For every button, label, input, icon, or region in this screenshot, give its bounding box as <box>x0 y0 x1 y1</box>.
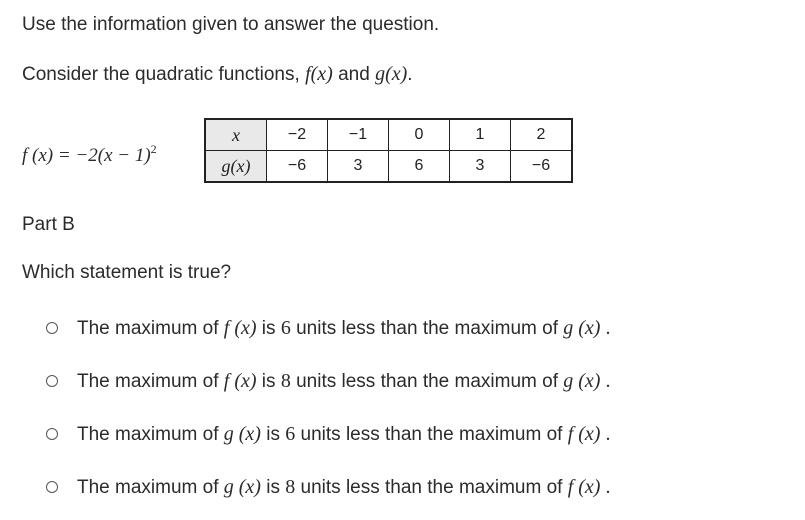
g-value-cell: 3 <box>328 151 389 183</box>
x-value-cell: 2 <box>511 119 573 151</box>
f-label: f(x) <box>305 63 333 85</box>
g-header-cell: g(x) <box>205 151 267 183</box>
consider-text <box>22 63 413 86</box>
f-definition-expression: f (x) = −2(x − 1) <box>22 145 151 166</box>
f-definition-exponent: 2 <box>150 142 157 156</box>
choice-label: The maximum of f (x) is 8 units less than the maximum of g (x) . <box>77 369 611 392</box>
g-value-cell: 3 <box>450 151 511 183</box>
x-row <box>205 119 572 151</box>
instructions-text: Use the information given to answer the question. <box>22 14 440 35</box>
g-value-cell: −6 <box>511 151 573 183</box>
x-value-cell: −2 <box>267 119 328 151</box>
x-header-cell: x <box>205 119 267 151</box>
g-values-table <box>204 118 573 183</box>
part-label: Part B <box>22 214 75 235</box>
question-text: Which statement is true? <box>22 262 232 283</box>
x-value-cell: 1 <box>450 119 511 151</box>
radio-button[interactable] <box>46 481 58 493</box>
radio-button[interactable] <box>46 322 58 334</box>
consider-prefix: Consider the quadratic functions, <box>22 64 306 85</box>
choice-label: The maximum of g (x) is 8 units less than the maximum of f (x) . <box>77 475 611 498</box>
g-row <box>205 151 572 183</box>
answer-choice-4[interactable] <box>46 475 610 499</box>
consider-and: and <box>332 64 376 85</box>
g-value-cell: 6 <box>389 151 450 183</box>
g-label: g(x) <box>375 63 408 85</box>
consider-suffix: . <box>407 64 413 85</box>
radio-button[interactable] <box>46 428 58 440</box>
answer-choice-3[interactable] <box>46 422 610 446</box>
x-value-cell: 0 <box>389 119 450 151</box>
x-value-cell: −1 <box>328 119 389 151</box>
radio-button[interactable] <box>46 375 58 387</box>
g-value-cell: −6 <box>267 151 328 183</box>
choice-label: The maximum of f (x) is 6 units less than the maximum of g (x) . <box>77 316 611 339</box>
choice-label: The maximum of g (x) is 6 units less than the maximum of f (x) . <box>77 422 611 445</box>
answer-choice-2[interactable] <box>46 369 610 393</box>
answer-choice-1[interactable] <box>46 316 610 340</box>
f-definition <box>22 138 157 167</box>
